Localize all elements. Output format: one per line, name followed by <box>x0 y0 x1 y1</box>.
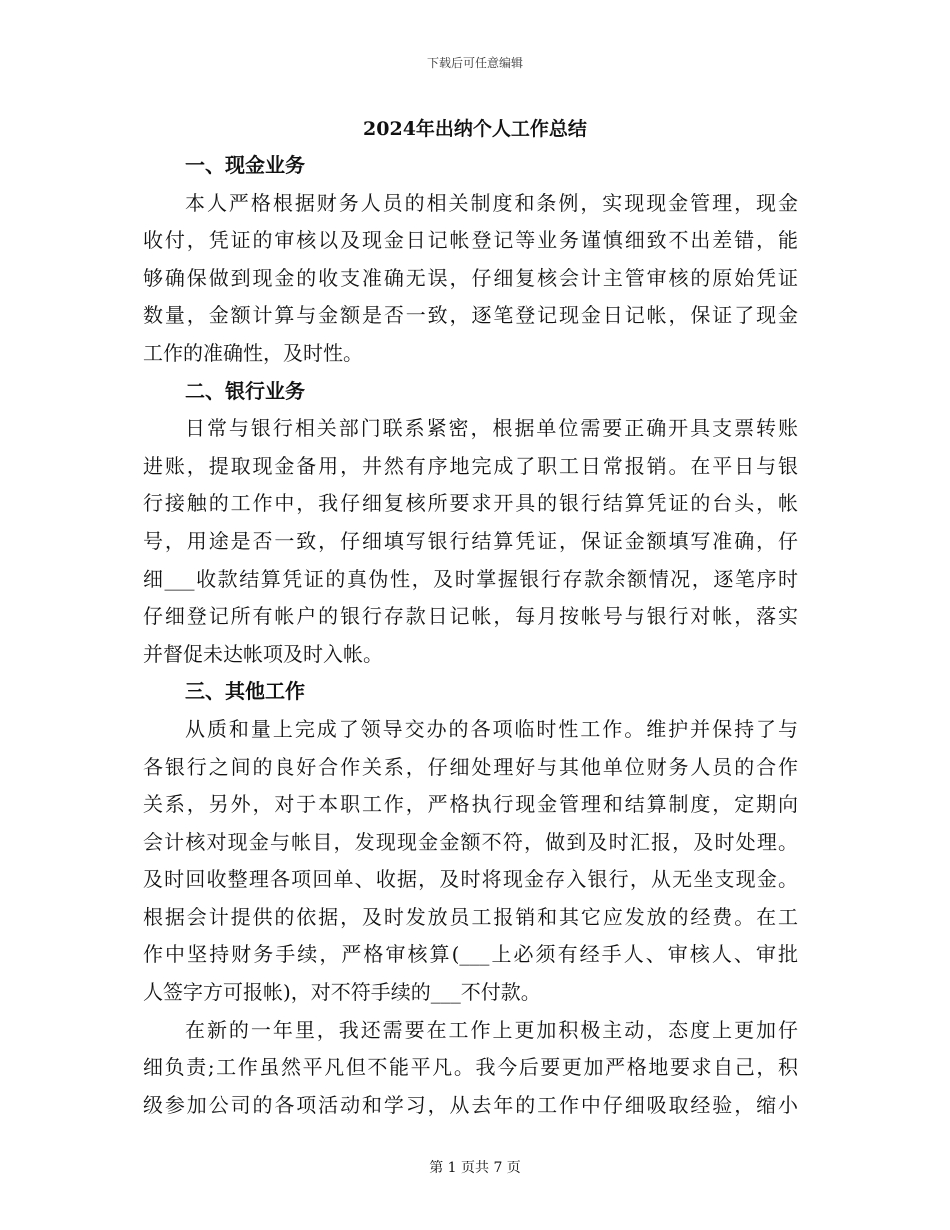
paragraph-line: 会计核对现金与帐目，发现现金金额不符，做到及时汇报，及时处理。 <box>143 829 798 854</box>
paragraph-line: 人签字方可报帐)，对不符手续的___不付款。 <box>143 980 541 1005</box>
paragraph-line: 根据会计提供的依据，及时发放员工报销和其它应发放的经费。在工 <box>143 904 798 929</box>
section-heading: 二、银行业务 <box>185 378 305 403</box>
paragraph-line: 收付，凭证的审核以及现金日记帐登记等业务谨慎细致不出差错，能 <box>143 228 798 253</box>
paragraph-line: 在新的一年里，我还需要在工作上更加积极主动，态度上更加仔 <box>185 1017 798 1042</box>
paragraph-line: 各银行之间的良好合作关系，仔细处理好与其他单位财务人员的合作 <box>143 754 798 779</box>
paragraph-line: 作中坚持财务手续，严格审核算(___上必须有经手人、审核人、审批 <box>143 942 798 967</box>
paragraph-line: 从质和量上完成了领导交办的各项临时性工作。维护并保持了与 <box>185 716 798 741</box>
page-header: 下载后可任意编辑 <box>426 56 523 70</box>
section-heading: 一、现金业务 <box>185 153 305 177</box>
page-footer: 第 1 页共 7 页 <box>429 1160 521 1176</box>
section-heading: 三、其他工作 <box>185 679 305 704</box>
paragraph-line: 级参加公司的各项活动和学习，从去年的工作中仔细吸取经验，缩小 <box>143 1092 798 1117</box>
paragraph-line: 细___收款结算凭证的真伪性，及时掌握银行存款余额情况，逐笔序时 <box>143 566 798 591</box>
paragraph-line: 行接触的工作中，我仔细复核所要求开具的银行结算凭证的台头，帐 <box>143 491 798 516</box>
paragraph-line: 数量，金额计算与金额是否一致，逐笔登记现金日记帐，保证了现金 <box>143 303 798 328</box>
paragraph-line: 进账，提取现金备用，井然有序地完成了职工日常报销。在平日与银 <box>143 453 798 478</box>
paragraph-line: 细负责;工作虽然平凡但不能平凡。我今后要更加严格地要求自己，积 <box>143 1055 798 1080</box>
paragraph-line: 仔细登记所有帐户的银行存款日记帐，每月按帐号与银行对帐，落实 <box>143 604 798 629</box>
document-body <box>143 147 798 1124</box>
paragraph-line: 并督促未达帐项及时入帐。 <box>143 641 383 666</box>
paragraph-line: 本人严格根据财务人员的相关制度和条例，实现现金管理，现金 <box>185 190 798 215</box>
paragraph-line: 日常与银行相关部门联系紧密，根据单位需要正确开具支票转账 <box>185 416 798 441</box>
paragraph-line: 号，用途是否一致，仔细填写银行结算凭证，保证金额填写准确，仔 <box>143 528 798 553</box>
paragraph-line: 工作的准确性，及时性。 <box>143 340 363 365</box>
document-title: 2024年出纳个人工作总结 <box>363 118 587 140</box>
paragraph-line: 够确保做到现金的收支准确无误，仔细复核会计主管审核的原始凭证 <box>143 265 798 290</box>
paragraph-line: 及时回收整理各项回单、收据，及时将现金存入银行，从无坐支现金。 <box>143 867 798 892</box>
paragraph-line: 关系，另外，对于本职工作，严格执行现金管理和结算制度，定期向 <box>143 792 798 817</box>
